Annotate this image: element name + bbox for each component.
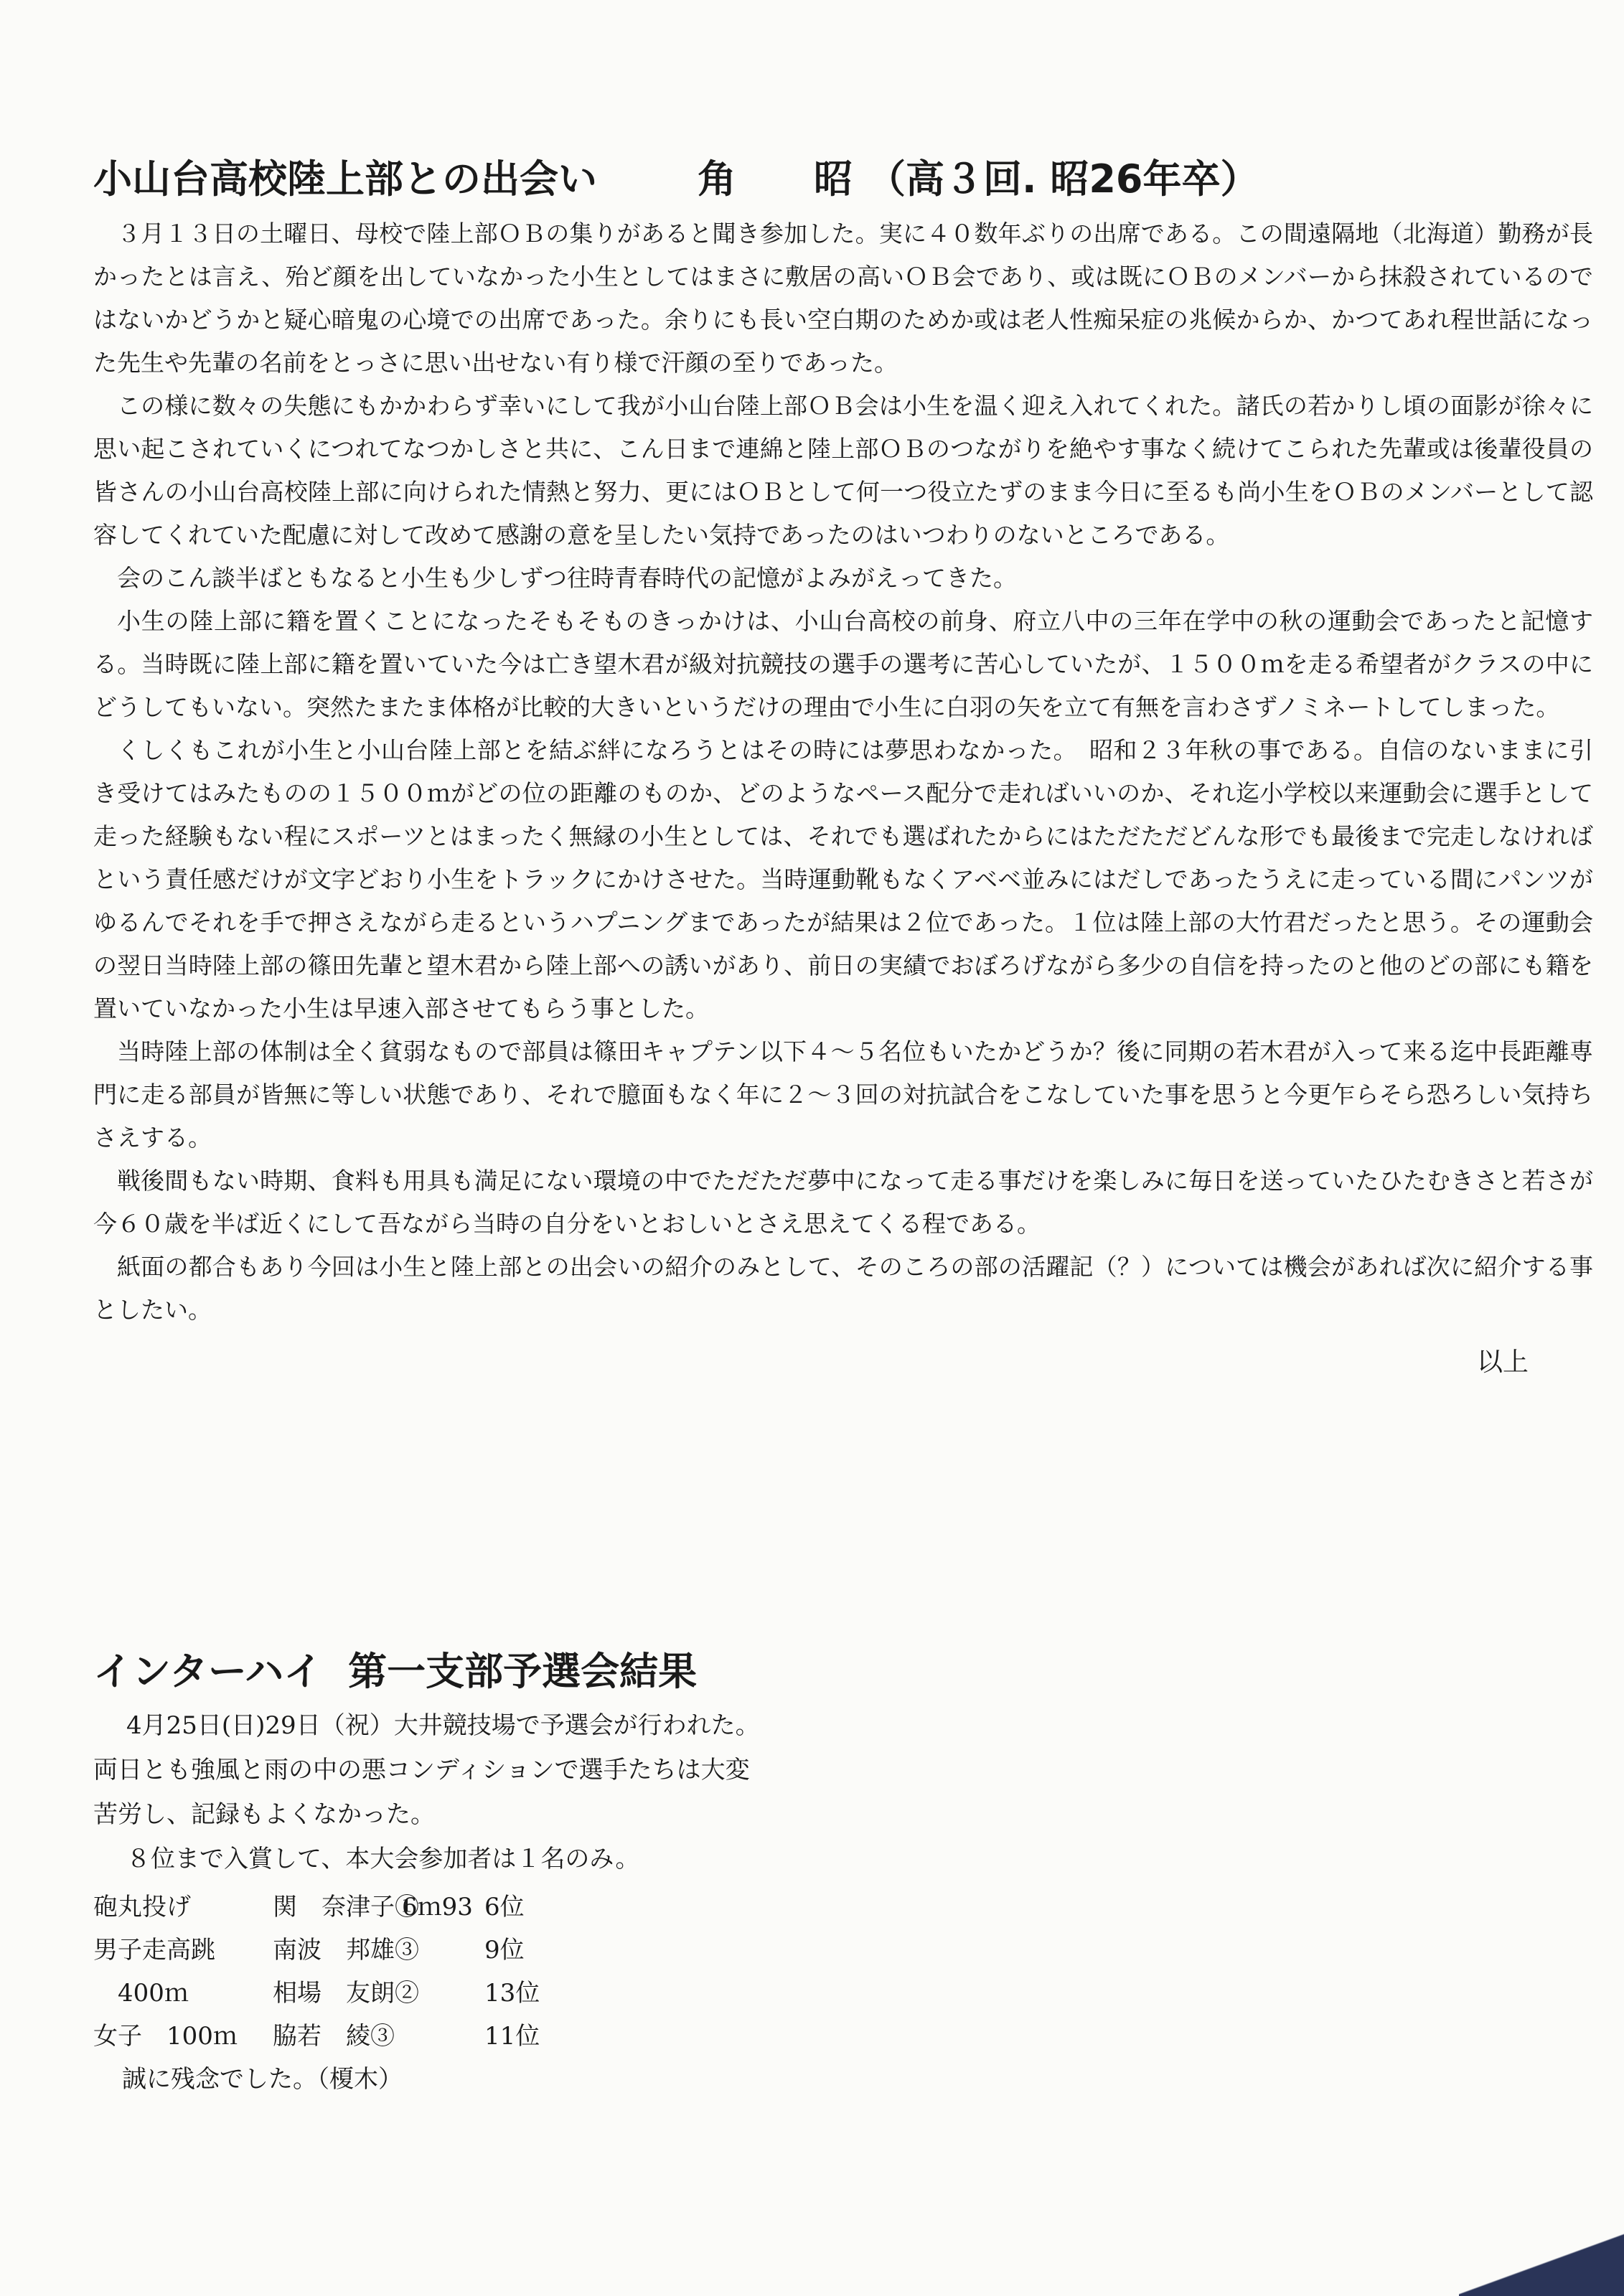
result-event: 砲丸投げ bbox=[93, 1893, 191, 1921]
paragraph: この様に数々の失態にもかかわらず幸いにして我が小山台陸上部ＯＢ会は小生を温く迎え入れてくれた。諸氏の若かりし頃の面影が徐々に思い起こされていくにつれてなつかしさと共に、こん日まで連綿と陸上部ＯＢのつながりを絶やす事なく続けてこられた先輩或は後輩役員の皆さんの小山台高校陸上部に向けられた情熱と努力、更にはＯＢとして何一つ役立たずのまま今日に至るも尚小生をＯＢのメンバーとして認容してくれていた配慮に対して改めて感謝の意を呈したい気持であったのはいつわりのないところである。 bbox=[93, 392, 1593, 549]
result-athlete: 脇若 綾③ bbox=[273, 2022, 395, 2051]
title-text: インターハイ bbox=[93, 1649, 323, 1694]
result-athlete: 関 奈津子① bbox=[273, 1893, 419, 1921]
article-ob-reunion bbox=[93, 151, 1593, 1378]
body-line: 4月25日(日)29日（祝）大井競技場で予選会が行われた。 bbox=[126, 1711, 760, 1740]
body-line: 苦労し、記録もよくなかった。 bbox=[93, 1800, 435, 1829]
result-row bbox=[93, 2015, 954, 2058]
author-name: 角 昭 bbox=[698, 156, 853, 202]
result-athlete: 相場 友朗② bbox=[273, 1979, 419, 2008]
article-title bbox=[93, 1643, 954, 1700]
result-place: 11位 bbox=[484, 2022, 540, 2051]
closing-mark: 以上 bbox=[1476, 1347, 1529, 1377]
result-row bbox=[93, 1972, 954, 2015]
title-text: 小山台高校陸上部との出会い bbox=[93, 156, 597, 202]
result-place: 9位 bbox=[484, 1936, 525, 1965]
paragraph: 戦後間もない時期、食料も用具も満足にない環境の中でただただ夢中になって走る事だけを楽しみに毎日を送っていたひたむきさと若さが今６０歳を半ば近くにして吾ながら当時の自分をいとおしいとさえ思えてくる程である。 bbox=[93, 1167, 1593, 1238]
body-line: 両日とも強風と雨の中の悪コンディションで選手たちは大変 bbox=[93, 1756, 750, 1784]
result-row bbox=[93, 1886, 954, 1929]
result-place: 13位 bbox=[484, 1979, 540, 2008]
result-place: 6位 bbox=[484, 1893, 525, 1921]
result-event: 400ｍ bbox=[93, 1979, 189, 2008]
paragraph: 紙面の都合もあり今回は小生と陸上部との出会いの紹介のみとして、そのころの部の活躍記（？）については機会があれば次に紹介する事としたい。 bbox=[93, 1253, 1593, 1324]
page-corner-shadow bbox=[1459, 2217, 1624, 2296]
article-interhigh-results bbox=[93, 1643, 954, 2101]
paragraph: 会のこん談半ばともなると小生も少しずつ往時青春時代の記憶がよみがえってきた。 bbox=[117, 564, 1017, 592]
result-athlete: 南波 邦雄③ bbox=[273, 1936, 419, 1965]
closing-note: 誠に残念でした。（榎木） bbox=[122, 2065, 403, 2094]
results-list bbox=[93, 1886, 954, 2058]
author-class-info: （高３回. 昭26年卒） bbox=[867, 156, 1259, 202]
result-event: 男子走高跳 bbox=[93, 1936, 215, 1965]
result-row bbox=[93, 1929, 954, 1972]
paragraph: ３月１３日の土曜日、母校で陸上部ＯＢの集りがあると聞き参加した。実に４０数年ぶりの出席である。この間遠隔地（北海道）勤務が長かったとは言え、殆ど顔を出していなかった小生としてはまさに敷居の高いＯＢ会であり、或は既にＯＢのメンバーから抹殺されているのではないかどうかと疑心暗鬼の心境での出席であった。余りにも長い空白期のためか或は老人性痴呆症の兆候からか、かつてあれ程世話になった先生や先輩の名前をとっさに思い出せない有り様で汗顔の至りであった。 bbox=[93, 220, 1593, 377]
article-title bbox=[93, 151, 1593, 208]
result-record: 6ｍ93 bbox=[402, 1893, 473, 1921]
article-subtitle: 第一支部予選会結果 bbox=[348, 1649, 698, 1694]
paragraph: 当時陸上部の体制は全く貧弱なもので部員は篠田キャプテン以下４～５名位もいたかどうか？後に同期の若木君が入って来る迄中長距離専門に走る部員が皆無に等しい状態であり、それで臆面もなく年に２～３回の対抗試合をこなしていた事を思うと今更乍らそら恐ろしい気持ちさえする。 bbox=[93, 1038, 1593, 1152]
result-event: 女子 100ｍ bbox=[93, 2022, 238, 2051]
paragraph: 小生の陸上部に籍を置くことになったそもそものきっかけは、小山台高校の前身、府立八中の三年在学中の秋の運動会であったと記憶する。当時既に陸上部に籍を置いていた今は亡き望木君が級対抗競技の選手の選考に苦心していたが、１５００ｍを走る希望者がクラスの中にどうしてもいない。突然たまたま体格が比較的大きいというだけの理由で小生に白羽の矢を立て有無を言わさずノミネートしてしまった。 bbox=[93, 607, 1593, 721]
paragraph: くしくもこれが小生と小山台陸上部とを結ぶ絆になろうとはその時には夢思わなかった。 昭和２３年秋の事である。自信のないままに引き受けてはみたものの１５００ｍがどの位の距離のものか、どのようなペース配分で走ればいいのか、それ迄小学校以来運動会に選手として走った経験もない程にスポーツとはまったく無縁の小生としては、それでも選ばれたからにはただただどんな形でも最後まで完走しなければという責任感だけが文字どおり小生をトラックにかけさせた。当時運動靴もなくアベベ並みにはだしであったうえに走っている間にパンツがゆるんでそれを手で押さえながら走るというハプニングまであったが結果は２位であった。１位は陸上部の大竹君だったと思う。その運動会の翌日当時陸上部の篠田先輩と望木君から陸上部への誘いがあり、前日の実績でおぼろげながら多少の自信を持ったのと他のどの部にも籍を置いていなかった小生は早速入部させてもらう事とした。 bbox=[93, 736, 1593, 1022]
body-line: ８位まで入賞して、本大会参加者は１名のみ。 bbox=[126, 1845, 640, 1873]
